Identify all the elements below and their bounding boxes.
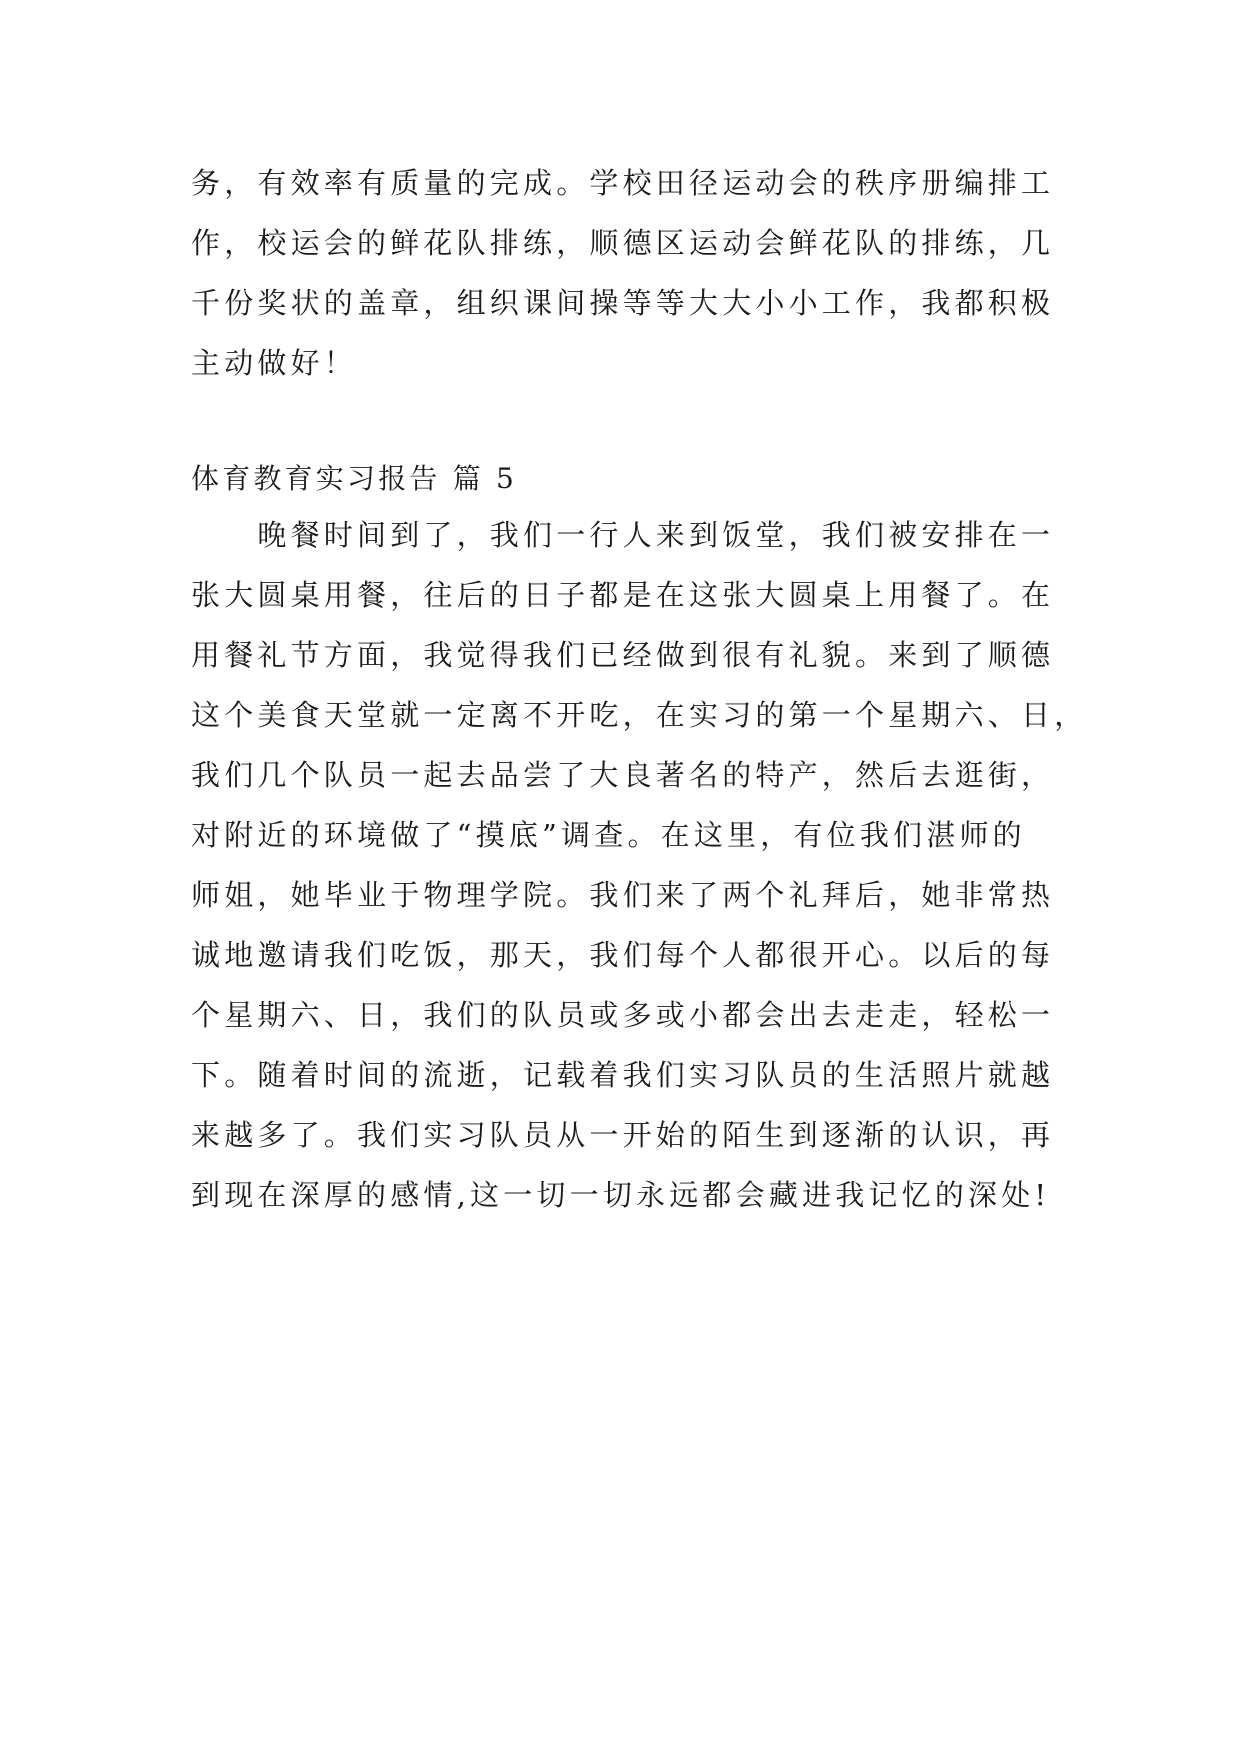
paragraph-line: 到现在深厚的感情,这一切一切永远都会藏进我记忆的深处! — [191, 1178, 1051, 1212]
paragraph-line: 诚地邀请我们吃饭，那天，我们每个人都很开心。以后的每 — [191, 938, 1055, 972]
section-heading: 体育教育实习报告 篇 5 — [191, 462, 518, 495]
paragraph-line: 来越多了。我们实习队员从一开始的陌生到逐渐的认识，再 — [191, 1118, 1055, 1152]
paragraph-line: 师姐，她毕业于物理学院。我们来了两个礼拜后，她非常热 — [191, 878, 1055, 912]
paragraph-line: 下。随着时间的流逝，记载着我们实习队员的生活照片就越 — [191, 1058, 1055, 1092]
paragraph-line: 作，校运会的鲜花队排练，顺德区运动会鲜花队的排练，几 — [191, 226, 1055, 260]
paragraph-line: 张大圆桌用餐，往后的日子都是在这张大圆桌上用餐了。在 — [191, 578, 1055, 612]
paragraph-line: 务，有效率有质量的完成。学校田径运动会的秩序册编排工 — [191, 166, 1055, 200]
paragraph-line: 我们几个队员一起去品尝了大良著名的特产，然后去逛街， — [191, 758, 1055, 792]
paragraph-line: 对附近的环境做了“摸底”调查。在这里，有位我们湛师的 — [191, 818, 1026, 852]
paragraph-line: 主动做好！ — [191, 346, 358, 380]
paragraph-line: 用餐礼节方面，我觉得我们已经做到很有礼貌。来到了顺德 — [191, 638, 1055, 672]
paragraph-line: 个星期六、日，我们的队员或多或小都会出去走走，轻松一 — [191, 998, 1055, 1032]
paragraph-line: 千份奖状的盖章，组织课间操等等大大小小工作，我都积极 — [191, 286, 1055, 320]
paragraph-line: 这个美食天堂就一定离不开吃，在实习的第一个星期六、日， — [191, 698, 1088, 732]
paragraph-line: 晚餐时间到了，我们一行人来到饭堂，我们被安排在一 — [191, 518, 1055, 552]
